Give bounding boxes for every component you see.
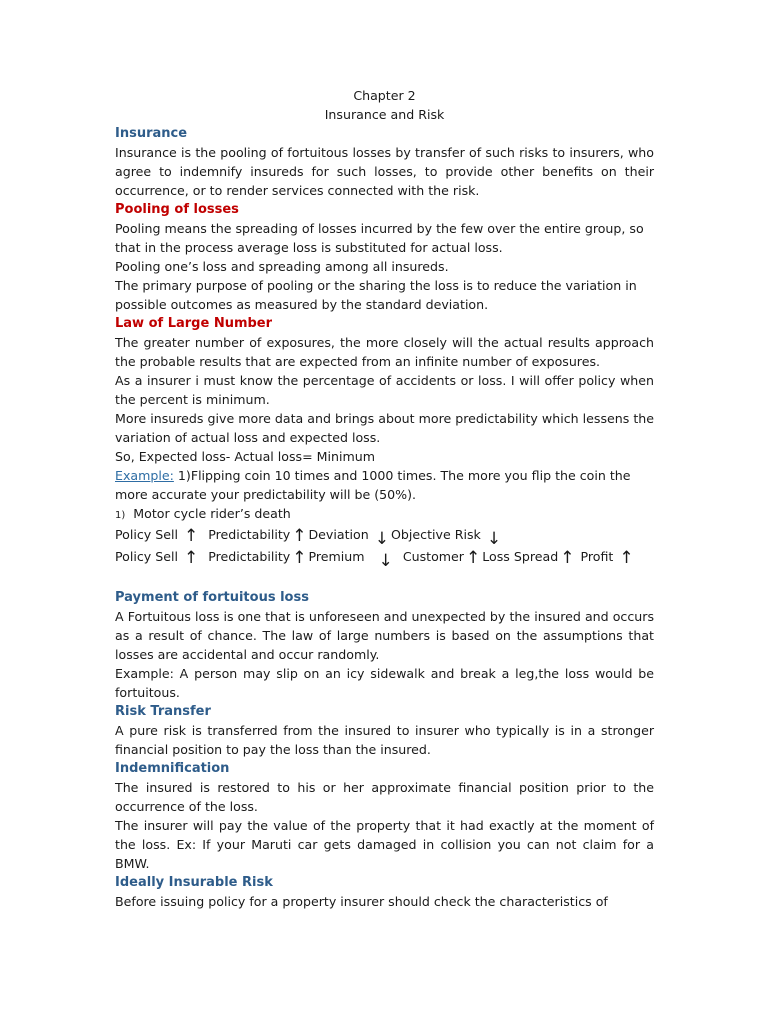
- flow2-predictability: Predictability: [208, 549, 291, 564]
- document-page: [115, 86, 654, 911]
- example-text: 1)Flipping coin 10 times and 1000 times. The more you flip the coin the more accurate your predictability will be (50%).: [115, 468, 631, 502]
- flow-row-2: [115, 547, 654, 569]
- flow1-policy-sell: Policy Sell: [115, 527, 178, 542]
- para-fortuitous-1: A Fortuitous loss is one that is unforeseen and unexpected by the insured and occurs as a result of chance. The law of large numbers is based on the assumptions that losses are accidental and occur randomly.: [115, 609, 654, 662]
- para-law-4: So, Expected loss- Actual loss= Minimum: [115, 449, 376, 464]
- arrow-up-icon: ↑: [292, 548, 307, 568]
- heading-insurance: Insurance: [115, 126, 188, 141]
- para-fortuitous-2: Example: A person may slip on an icy sidewalk and break a leg,the loss would be fortuitous.: [115, 666, 654, 700]
- para-law-3: More insureds give more data and brings about more predictability which lessens the variation of actual loss and expected loss.: [115, 411, 654, 445]
- para-insurance-definition: Insurance is the pooling of fortuitous losses by transfer of such risks to insurers, who agree to indemnify insureds for such losses, to provide other benefits on their occurrence, or to render services connected with the risk.: [115, 145, 654, 198]
- chapter-number: Chapter 2: [353, 88, 416, 103]
- flow2-policy-sell: Policy Sell: [115, 549, 178, 564]
- arrow-up-icon: ↑: [183, 548, 199, 568]
- arrow-down-icon: ↓: [374, 529, 389, 549]
- flow2-customer: Customer: [402, 549, 464, 564]
- flow1-deviation: Deviation: [308, 527, 369, 542]
- heading-indemnification: Indemnification: [115, 761, 230, 776]
- flow1-objective-risk: Objective Risk: [391, 527, 481, 542]
- list-number: 1): [115, 510, 126, 521]
- para-risk-transfer: A pure risk is transferred from the insured to insurer who typically is in a stronger financial position to pay the loss than the insured.: [115, 723, 654, 757]
- para-pooling-3: The primary purpose of pooling or the sharing the loss is to reduce the variation in possible outcomes as measured by the standard deviation.: [115, 278, 637, 312]
- flow2-loss-spread: Loss Spread: [482, 549, 559, 564]
- arrow-down-icon: ↓: [378, 551, 393, 571]
- chapter-title: Insurance and Risk: [324, 107, 445, 122]
- para-law-2: As a insurer i must know the percentage of accidents or loss. I will offer policy when the percent is minimum.: [115, 373, 654, 407]
- arrow-up-icon: ↑: [466, 548, 481, 568]
- flow-row-1: [115, 525, 654, 547]
- para-indemnification-2: The insurer will pay the value of the property that it had exactly at the moment of the loss. Ex: If your Maruti car gets damaged in collision you can not claim for a BMW.: [115, 818, 654, 871]
- heading-ideal-insurable: Ideally Insurable Risk: [115, 875, 273, 890]
- para-pooling-2: Pooling one’s loss and spreading among all insureds.: [115, 259, 449, 274]
- arrow-up-icon: ↑: [619, 548, 634, 568]
- flow2-premium: Premium: [308, 549, 365, 564]
- flow2-profit: Profit: [580, 549, 614, 564]
- arrow-down-icon: ↓: [486, 529, 502, 549]
- blank-line: [115, 569, 654, 588]
- para-indemnification-1: The insured is restored to his or her approximate financial position prior to the occurrence of the loss.: [115, 780, 654, 814]
- heading-pooling: Pooling of losses: [115, 202, 239, 217]
- heading-risk-transfer: Risk Transfer: [115, 704, 211, 719]
- para-pooling-1: Pooling means the spreading of losses incurred by the few over the entire group, so that in the process average loss is substituted for actual loss.: [115, 221, 644, 255]
- flow1-predictability: Predictability: [208, 527, 291, 542]
- list-item-motorcycle: [115, 504, 654, 525]
- arrow-up-icon: ↑: [183, 526, 199, 546]
- heading-law-large-number: Law of Large Number: [115, 316, 273, 331]
- arrow-up-icon: ↑: [560, 548, 575, 568]
- example-link[interactable]: Example:: [115, 468, 174, 483]
- heading-fortuitous: Payment of fortuitous loss: [115, 590, 309, 605]
- arrow-up-icon: ↑: [292, 526, 307, 546]
- para-ideal-insurable: Before issuing policy for a property insurer should check the characteristics of: [115, 894, 608, 909]
- para-law-1: The greater number of exposures, the more closely will the actual results approach the probable results that are expected from an infinite number of exposures.: [115, 335, 654, 369]
- list-item-text: Motor cycle rider’s death: [133, 506, 291, 521]
- para-example: [115, 466, 654, 504]
